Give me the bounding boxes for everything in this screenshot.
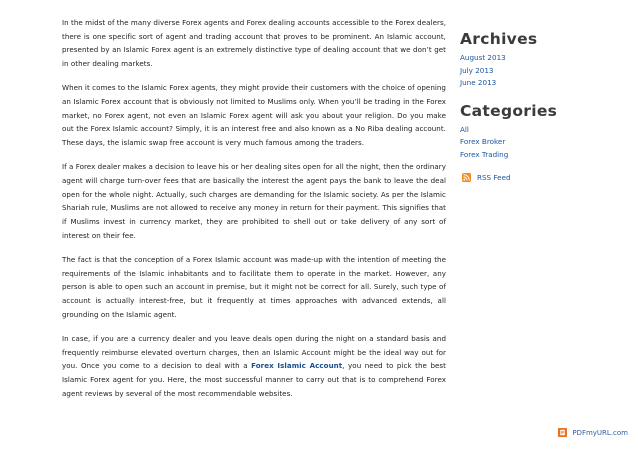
rss-feed-label: RSS Feed (477, 173, 511, 182)
categories-list (460, 124, 600, 162)
article-paragraph-2: When it comes to the Islamic Forex agents, they might provide their customers with the choice of opening an Islamic Forex account that is obviously not limited to Muslims only. When you’ll be trading in the Forex market, no Forex agent, not even an Islamic Forex agent will ask you about your religion. Do you make out the Forex Islamic account? Simply, it is an interest free and also known as a No Riba dealing account. These days, the islamic swap free account is very much famous among the traders. (62, 83, 446, 148)
categories-section (460, 102, 600, 162)
rss-icon (462, 173, 471, 182)
pdfmyurl-footer[interactable] (558, 428, 628, 437)
paragraph-5-text-before: In case, if you are a currency dealer and you leave deals open during the night on a standard basis and frequently reimburse elevated overturn charges, then an Islamic Account might be the ideal way out for you. Once you come to a decision to deal with a (62, 334, 446, 371)
archive-link-august-2013[interactable]: August 2013 (460, 53, 506, 62)
categories-heading: Categories (460, 101, 558, 120)
sidebar (460, 30, 600, 182)
article-paragraph-3: If a Forex dealer makes a decision to leave his or her dealing sites open for all the night, then the ordinary agent will charge turn-over fees that are basically the interest the agent pays the bank to leave the deal open for the whole night. Actually, such charges are demanding for the Islamic society. As per the Islamic Shariah rule, Muslims are not allowed to receive any money in return for their payment. This signifies that if Muslims invest in currency market, they are prohibited to shell out or take delivery of any sort of interest on their fee. (62, 162, 446, 240)
paragraph-5-text-after: , you need to pick the best Islamic Forex agent for you. Here, the most successful manner to carry out that is to comprehend Forex agent reviews by several of the most recommendable websites. (62, 361, 446, 398)
archives-section (460, 30, 600, 90)
archives-list (460, 52, 600, 90)
pdf-icon (558, 428, 567, 437)
category-link-forex-trading[interactable]: Forex Trading (460, 149, 509, 159)
article-paragraph-1: In the midst of the many diverse Forex agents and Forex dealing accounts accessible to the Forex dealers, there is one specific sort of agent and trading account that proves to be prominent. An Islamic account, presented by an Islamic Forex agent is an extremely distinctive type of dealing account that we don’t get in other dealing markets. (62, 18, 446, 69)
article-body (62, 16, 446, 411)
category-link-forex-broker[interactable]: Forex Broker (460, 137, 506, 146)
archive-link-june-2013[interactable]: June 2013 (460, 78, 497, 87)
article-paragraph-4: The fact is that the conception of a Forex Islamic account was made-up with the intention of meeting the requirements of the Islamic inhabitants and to facilitate them to operate in the market. However, any person is able to open such an account in premise, but it might not be correct for all. Surely, such type of account is actually interest-free, but it frequently at times approaches with advanced extends, all grounding on the Islamic agent. (62, 255, 446, 319)
rss-feed-link[interactable] (460, 173, 600, 182)
article-paragraph-5 (62, 332, 446, 401)
archives-heading: Archives (460, 30, 538, 48)
archive-link-july-2013[interactable]: July 2013 (460, 65, 494, 75)
category-link-all[interactable]: All (460, 124, 469, 134)
forex-islamic-account-link[interactable]: Forex Islamic Account (251, 361, 343, 371)
pdfmyurl-label: PDFmyURL.com (572, 428, 628, 437)
